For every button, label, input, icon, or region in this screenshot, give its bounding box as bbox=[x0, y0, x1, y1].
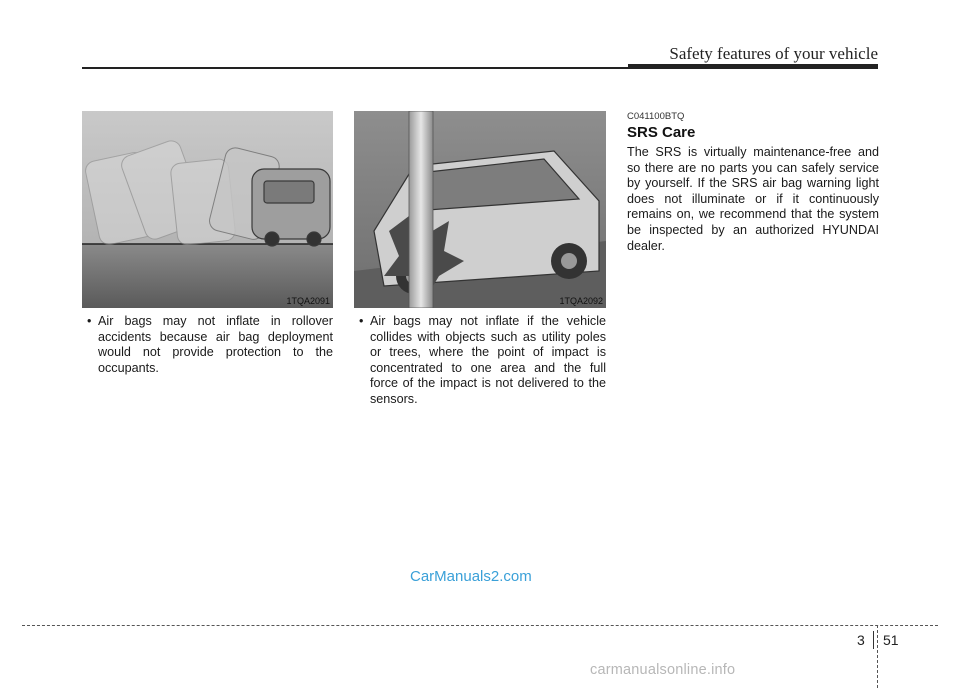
page-number-divider bbox=[873, 631, 874, 649]
bullet-rollover bbox=[82, 314, 333, 376]
section-code: C041100BTQ bbox=[627, 111, 685, 122]
footer-vertical-rule bbox=[877, 625, 878, 688]
rollover-vehicle-illustration bbox=[82, 111, 333, 308]
bullet-symbol: • bbox=[87, 314, 92, 328]
bullet-text: Air bags may not inflate if the vehicle collides with objects such as utility poles or trees, where the point of impact is concentrated to one area and the full force of the impact is not delivered to the sensors. bbox=[370, 314, 606, 406]
figure-pole-collision bbox=[354, 111, 606, 308]
figure-rollover bbox=[82, 111, 333, 308]
page-header-title: Safety features of your vehicle bbox=[669, 44, 878, 63]
watermark-link[interactable]: CarManuals2.com bbox=[410, 568, 532, 585]
figure-code: 1TQA2092 bbox=[559, 296, 603, 306]
figure-code: 1TQA2091 bbox=[286, 296, 330, 306]
bullet-symbol: • bbox=[359, 314, 364, 328]
header-rule-accent bbox=[628, 64, 878, 69]
page-number: 51 bbox=[883, 632, 899, 648]
pole-collision-illustration bbox=[354, 111, 606, 308]
bottom-watermark: carmanualsonline.info bbox=[590, 662, 736, 678]
bullet-text: Air bags may not inflate in rollover accidents because air bag deployment would not provide protection to the occupants. bbox=[98, 314, 333, 375]
section-title: SRS Care bbox=[627, 124, 696, 141]
bullet-pole-collision bbox=[354, 314, 606, 408]
section-body: The SRS is virtually maintenance-free and so there are no parts you can safely service by yourself. If the SRS air bag warning light does not illuminate or if it continuously remains on, we recommend that the system be inspected by an authorized HYUNDAI dealer. bbox=[627, 145, 879, 253]
page-chapter: 3 bbox=[857, 632, 865, 648]
footer-dashed-rule bbox=[22, 625, 938, 626]
